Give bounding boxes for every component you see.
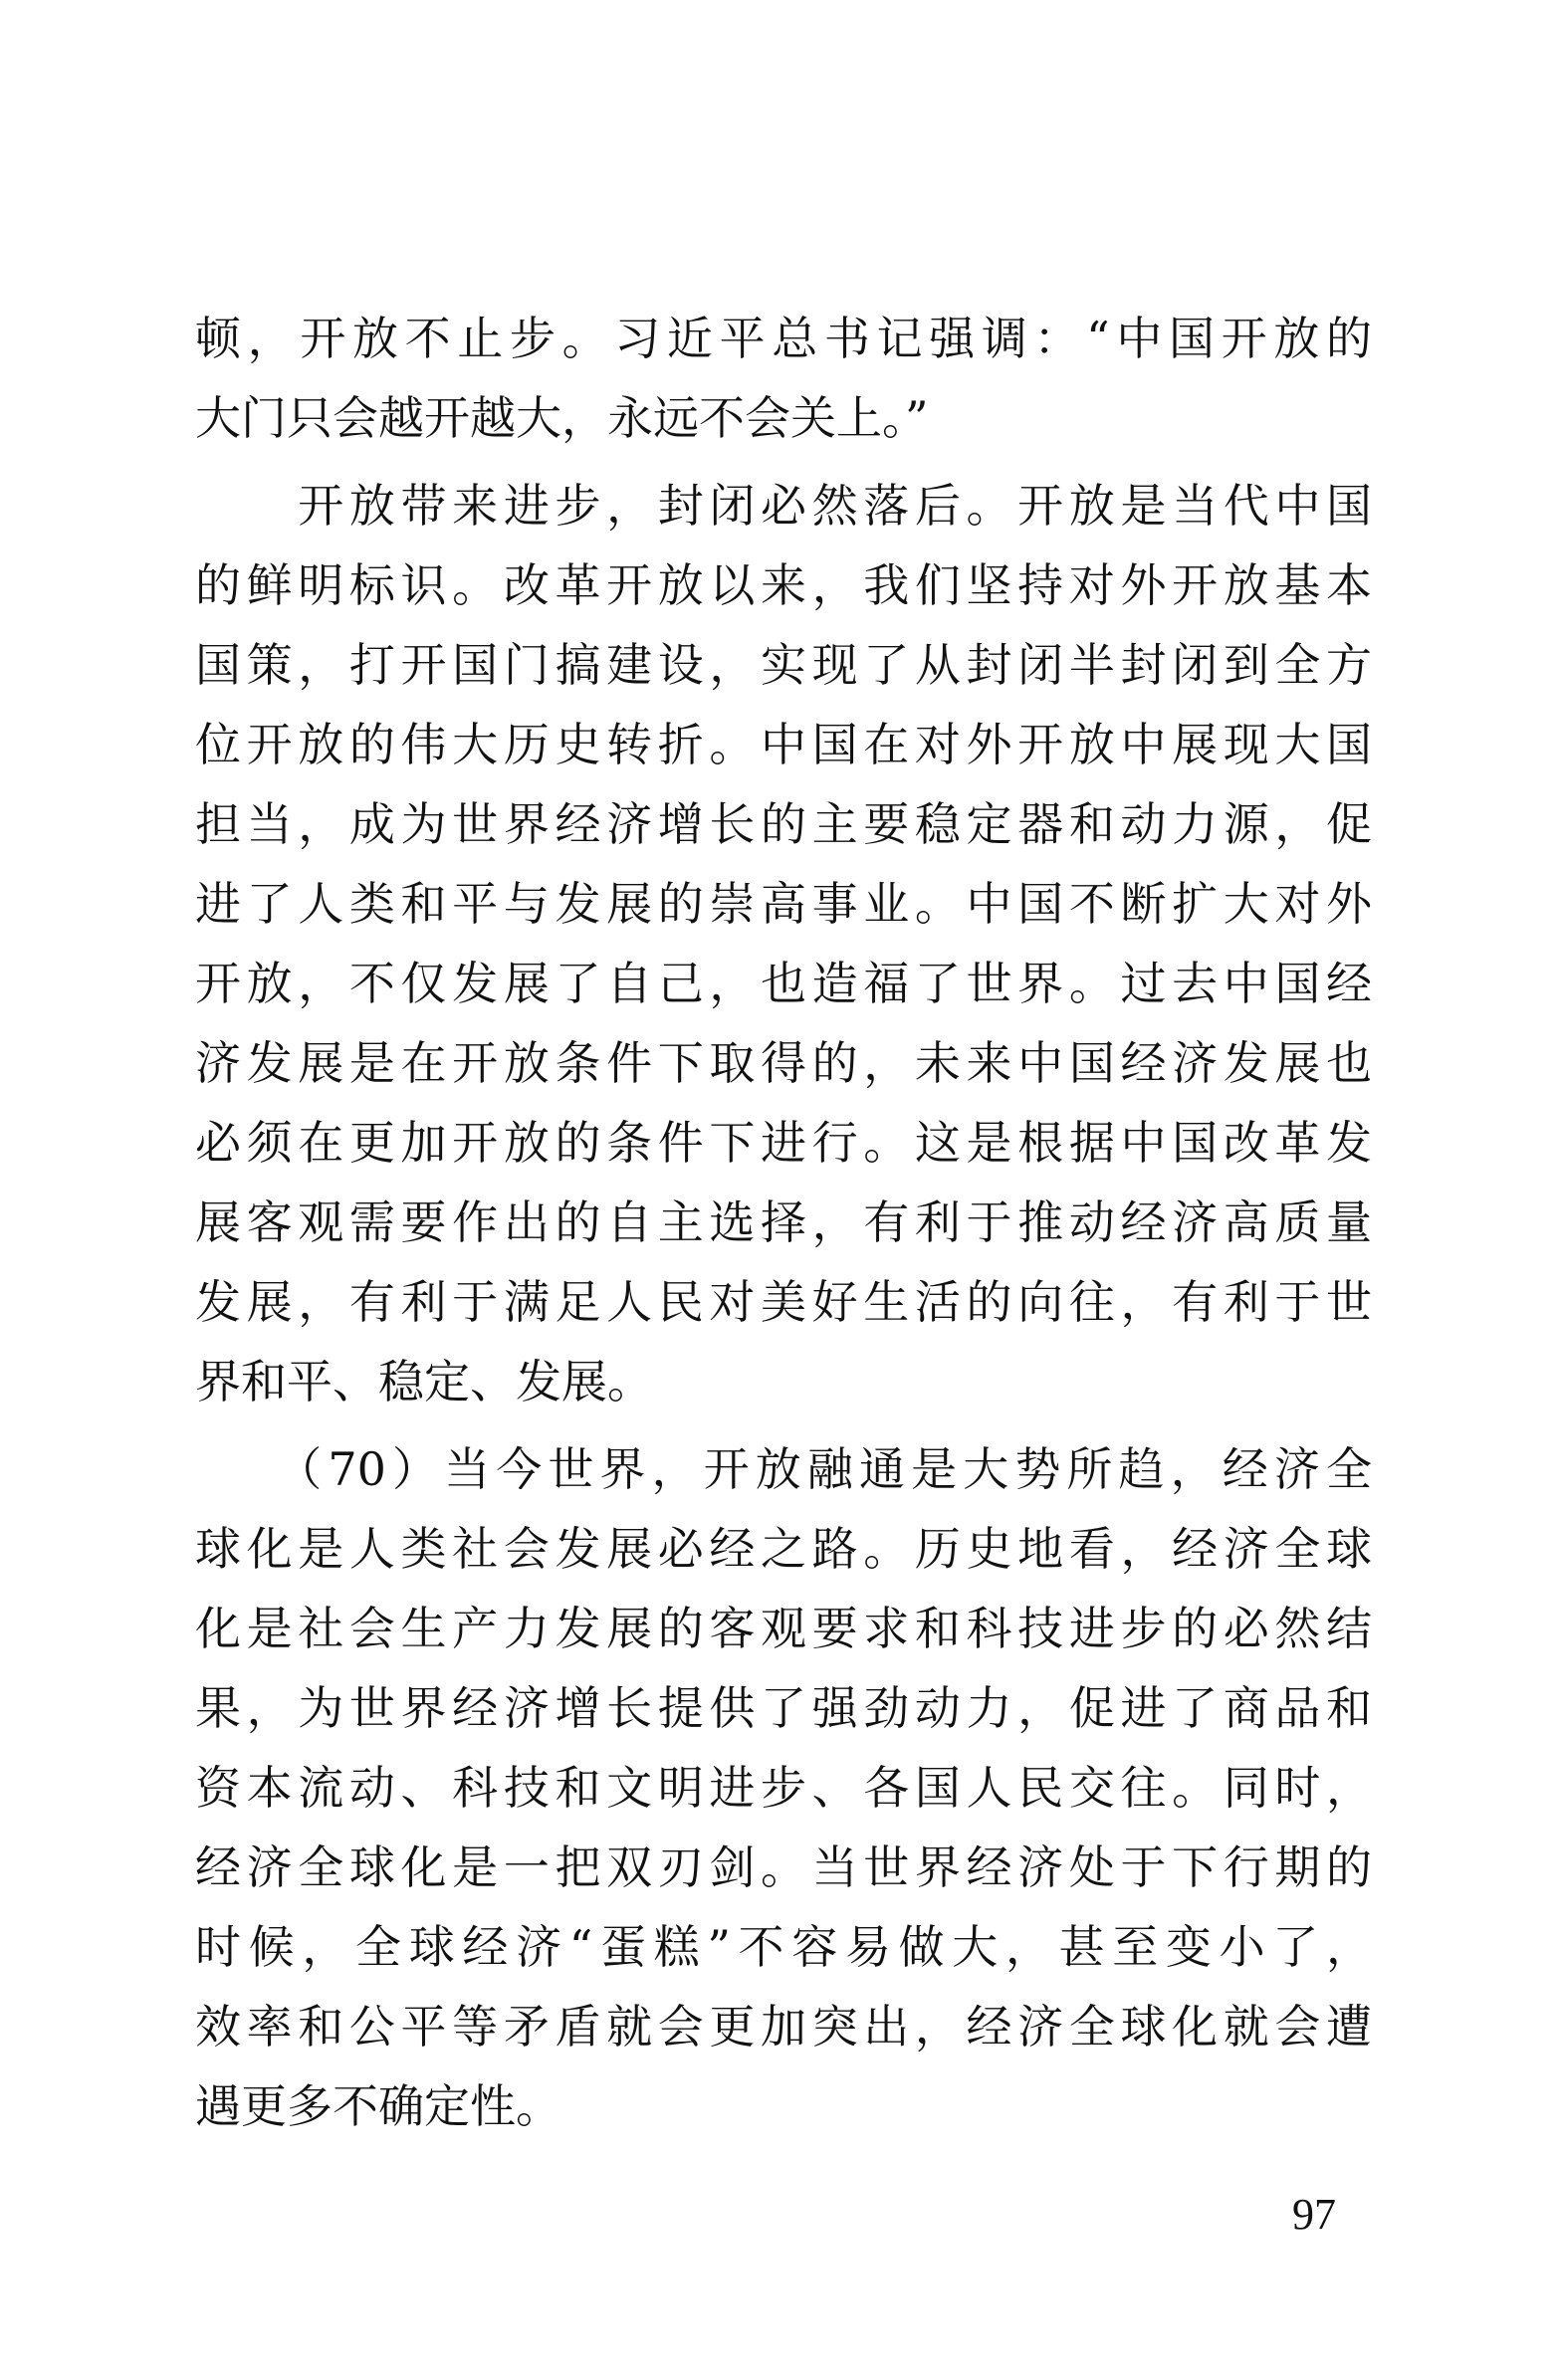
text-line: 进了人类和平与发展的崇高事业。中国不断扩大对外 xyxy=(195,877,1372,931)
text-line: 资本流动、科技和文明进步、各国人民交往。同时， xyxy=(195,1761,1372,1815)
page-body xyxy=(195,299,1372,2146)
text-line: 效率和公平等矛盾就会更加突出，经济全球化就会遭 xyxy=(195,2000,1372,2054)
text-line: 开放带来进步，封闭必然落后。开放是当代中国 xyxy=(195,479,1372,533)
text-line: （70）当今世界，开放融通是大势所趋，经济全 xyxy=(195,1442,1372,1496)
text-line: 发展，有利于满足人民对美好生活的向往，有利于世 xyxy=(195,1275,1372,1329)
text-line: 展客观需要作出的自主选择，有利于推动经济高质量 xyxy=(195,1195,1372,1249)
text-line: 国策，打开国门搞建设，实现了从封闭半封闭到全方 xyxy=(195,638,1372,692)
text-line: 顿，开放不止步。习近平总书记强调：“中国开放的 xyxy=(195,312,1372,365)
text-line: 遇更多不确定性。 xyxy=(195,2079,561,2133)
paragraph-continuation xyxy=(195,299,1372,458)
text-line: 担当，成为世界经济增长的主要稳定器和动力源，促 xyxy=(195,797,1372,851)
text-line: 必须在更加开放的条件下进行。这是根据中国改革发 xyxy=(195,1116,1372,1170)
text-line: 球化是人类社会发展必经之路。历史地看，经济全球 xyxy=(195,1522,1372,1576)
page-number: 97 xyxy=(1292,2190,1336,2239)
text-line: 济发展是在开放条件下取得的，未来中国经济发展也 xyxy=(195,1036,1372,1090)
text-line: 的鲜明标识。改革开放以来，我们坚持对外开放基本 xyxy=(195,558,1372,612)
text-line: 时候，全球经济“蛋糕”不容易做大，甚至变小了， xyxy=(195,1920,1372,1974)
text-line: 果，为世界经济增长提供了强劲动力，促进了商品和 xyxy=(195,1681,1372,1735)
paragraph-globalization xyxy=(195,1429,1372,2146)
text-line: 大门只会越开越大，永远不会关上。” xyxy=(195,391,929,445)
text-line: 界和平、稳定、发展。 xyxy=(195,1355,653,1408)
text-line: 经济全球化是一把双刃剑。当世界经济处于下行期的 xyxy=(195,1840,1372,1894)
text-line: 开放，不仅发展了自己，也造福了世界。过去中国经 xyxy=(195,957,1372,1010)
text-line: 位开放的伟大历史转折。中国在对外开放中展现大国 xyxy=(195,718,1372,771)
paragraph-openness xyxy=(195,466,1372,1421)
text-line: 化是社会生产力发展的客观要求和科技进步的必然结 xyxy=(195,1602,1372,1655)
